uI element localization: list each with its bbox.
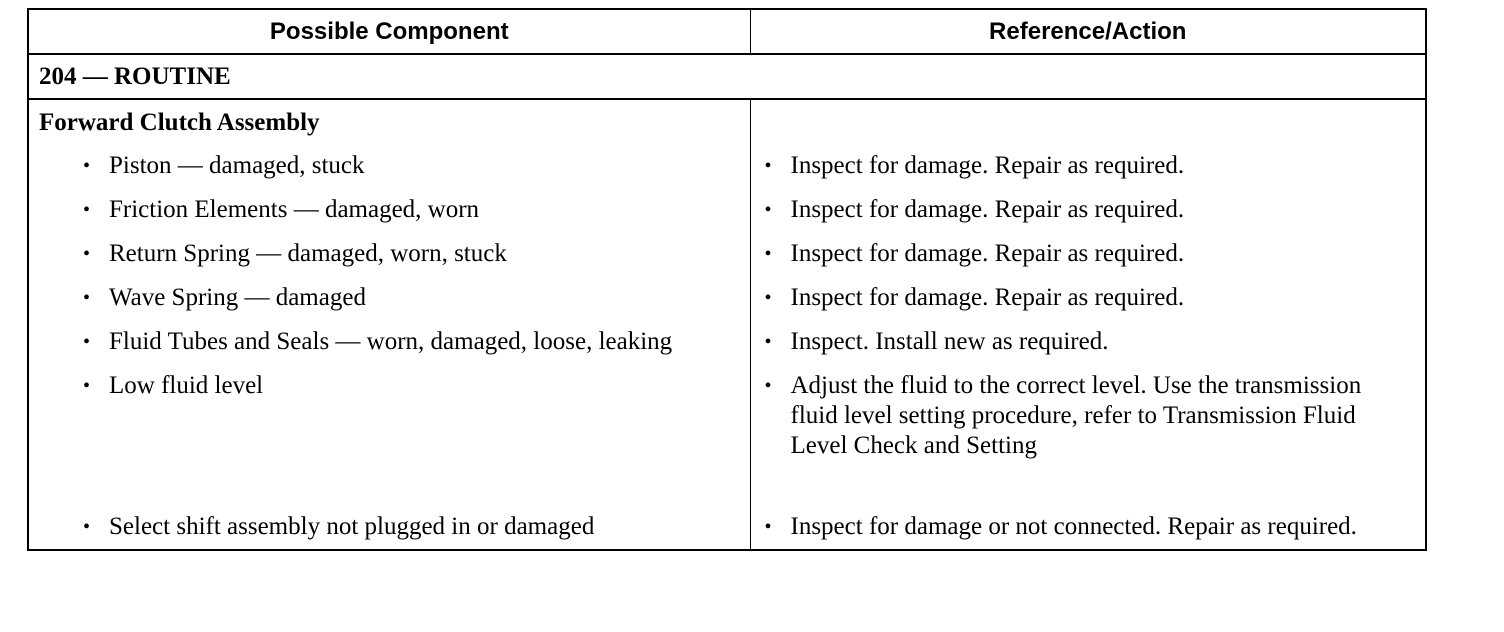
bullet-icon: •	[83, 375, 91, 397]
bullet-icon: •	[764, 331, 772, 353]
bullet-icon: •	[83, 243, 91, 265]
header-possible-component: Possible Component	[28, 9, 750, 54]
table-row	[28, 505, 1426, 550]
component-text: Piston — damaged, stuck	[109, 152, 365, 179]
component-text: Fluid Tubes and Seals — worn, damaged, loose, leaking	[109, 328, 673, 355]
group-empty-cell	[750, 99, 1426, 144]
bullet-icon: •	[764, 155, 772, 177]
table-row	[28, 276, 1426, 320]
action-text: Inspect for damage. Repair as required.	[790, 152, 1185, 179]
bullet-icon: •	[83, 199, 91, 221]
bullet-icon: •	[764, 243, 772, 265]
table-row	[28, 364, 1426, 505]
table-header-row	[28, 9, 1426, 54]
component-text: Return Spring — damaged, worn, stuck	[109, 240, 507, 267]
bullet-icon: •	[764, 375, 772, 397]
action-text: Inspect for damage. Repair as required.	[790, 196, 1185, 223]
bullet-icon: •	[83, 331, 91, 353]
header-reference-action: Reference/Action	[750, 9, 1426, 54]
section-title: 204 — ROUTINE	[28, 54, 1426, 99]
table-row	[28, 232, 1426, 276]
component-text: Wave Spring — damaged	[109, 284, 366, 311]
bullet-icon: •	[764, 199, 772, 221]
bullet-icon: •	[83, 516, 91, 538]
table-row	[28, 320, 1426, 364]
bullet-icon: •	[83, 287, 91, 309]
bullet-icon: •	[764, 516, 772, 538]
group-row	[28, 99, 1426, 144]
component-text: Select shift assembly not plugged in or damaged	[109, 513, 595, 540]
component-text: Friction Elements — damaged, worn	[109, 196, 480, 223]
action-text: Inspect for damage or not connected. Repair as required.	[790, 513, 1357, 540]
action-text: Inspect. Install new as required.	[790, 328, 1109, 355]
bullet-icon: •	[83, 155, 91, 177]
bullet-icon: •	[764, 287, 772, 309]
diagnosis-table	[27, 8, 1427, 551]
table-row	[28, 144, 1426, 188]
action-text: Inspect for damage. Repair as required.	[790, 284, 1185, 311]
section-row	[28, 54, 1426, 99]
group-title: Forward Clutch Assembly	[28, 99, 750, 144]
action-text: Inspect for damage. Repair as required.	[790, 240, 1185, 267]
table-row	[28, 188, 1426, 232]
component-text: Low fluid level	[109, 372, 264, 399]
action-text: Adjust the fluid to the correct level. Use the transmission fluid level setting procedure, refer to Transmission Fluid Level Check and Setting	[790, 372, 1362, 459]
